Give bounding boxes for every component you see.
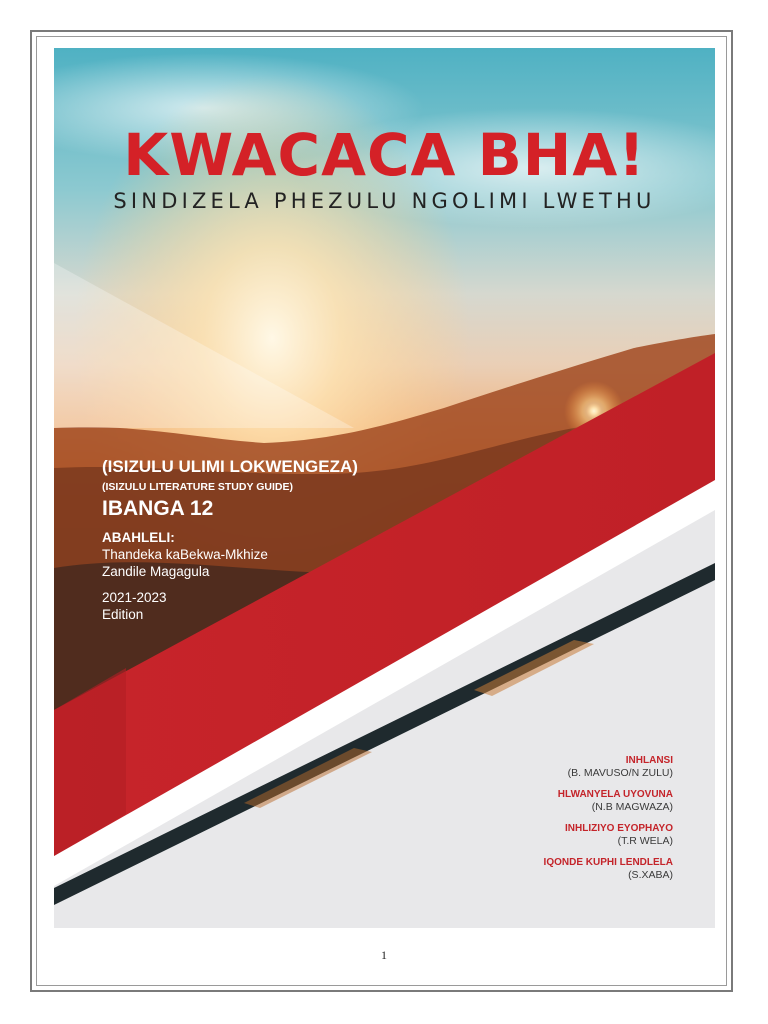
list-item: [544, 788, 673, 814]
page-number: 1: [381, 948, 387, 962]
language-label: (ISIZULU ULIMI LOKWENGEZA): [102, 457, 358, 476]
work-author: (N.B MAGWAZA): [591, 801, 673, 813]
list-item: [544, 754, 673, 780]
work-author: (T.R WELA): [617, 835, 673, 847]
work-title: INHLIZIYO EYOPHAYO: [565, 823, 673, 834]
list-item: [544, 856, 673, 882]
grade-label: IBANGA 12: [102, 497, 214, 520]
edition-years: 2021-2023: [102, 590, 167, 605]
author-name: Zandile Magagula: [102, 564, 210, 579]
authors-heading: ABAHLELI:: [102, 530, 175, 545]
work-title: HLWANYELA UYOVUNA: [557, 789, 673, 800]
works-list: [544, 754, 673, 890]
cover-info-block: [102, 456, 358, 623]
guide-type-label: (ISIZULU LITERATURE STUDY GUIDE): [102, 481, 293, 493]
cover-panel: [54, 48, 715, 928]
work-title: INHLANSI: [625, 755, 673, 766]
cover-subtitle: SINDIZELA PHEZULU NGOLIMI LWETHU: [113, 189, 656, 213]
cover-title: KWACACA BHA!: [123, 121, 646, 189]
list-item: [544, 822, 673, 848]
work-title: IQONDE KUPHI LENDLELA: [543, 857, 673, 868]
edition-label: Edition: [102, 607, 144, 622]
work-author: (S.XABA): [628, 869, 673, 881]
work-author: (B. MAVUSO/N ZULU): [567, 767, 673, 779]
author-name: Thandeka kaBekwa-Mkhize: [102, 547, 268, 562]
